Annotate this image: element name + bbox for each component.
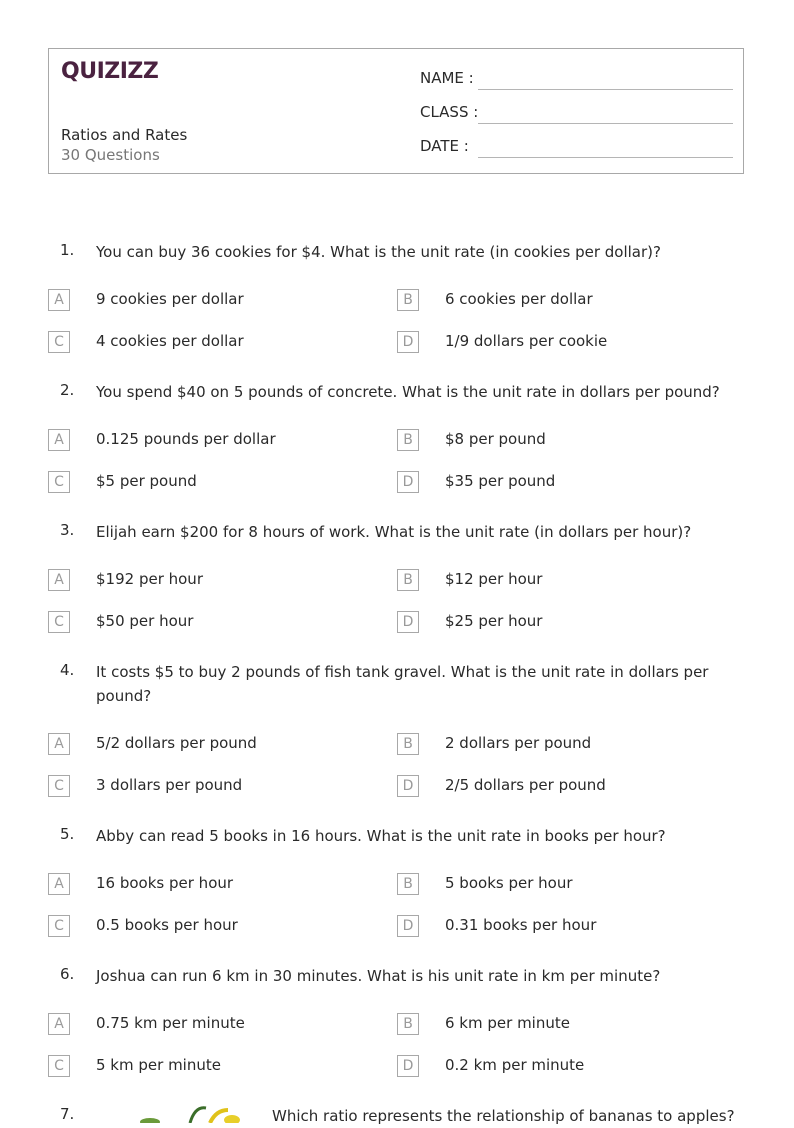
- option-d-text: 2/5 dollars per pound: [445, 776, 606, 794]
- class-line: [478, 123, 733, 124]
- option-a-box[interactable]: A: [48, 289, 70, 311]
- name-label: NAME :: [420, 69, 474, 87]
- question-number: 4.: [60, 661, 75, 679]
- option-c-text: $50 per hour: [96, 612, 194, 630]
- question-count: 30 Questions: [61, 146, 160, 164]
- option-a-text: 9 cookies per dollar: [96, 290, 244, 308]
- question-text: Elijah earn $200 for 8 hours of work. What is the unit rate (in dollars per hour)?: [96, 523, 692, 541]
- option-d-text: 0.31 books per hour: [445, 916, 597, 934]
- option-c-text: $5 per pound: [96, 472, 197, 490]
- class-label: CLASS :: [420, 103, 479, 121]
- option-d-text: $25 per hour: [445, 612, 543, 630]
- option-b-text: 6 km per minute: [445, 1014, 570, 1032]
- question-text: You can buy 36 cookies for $4. What is the unit rate (in cookies per dollar)?: [96, 243, 661, 261]
- name-line: [478, 89, 733, 90]
- question-text: Joshua can run 6 km in 30 minutes. What is his unit rate in km per minute?: [96, 967, 661, 985]
- option-b-text: $12 per hour: [445, 570, 543, 588]
- option-c-box[interactable]: C: [48, 331, 70, 353]
- option-c-box[interactable]: C: [48, 611, 70, 633]
- option-a-text: $192 per hour: [96, 570, 203, 588]
- option-d-box[interactable]: D: [397, 471, 419, 493]
- option-a-text: 0.75 km per minute: [96, 1014, 245, 1032]
- name-field[interactable]: [420, 69, 733, 91]
- option-d-text: 0.2 km per minute: [445, 1056, 585, 1074]
- question-number: 6.: [60, 965, 75, 983]
- option-d-box[interactable]: D: [397, 915, 419, 937]
- question-text: Which ratio represents the relationship of bananas to apples?: [272, 1107, 735, 1125]
- fruit-image: [120, 1104, 250, 1123]
- option-c-text: 0.5 books per hour: [96, 916, 238, 934]
- class-field[interactable]: [420, 103, 733, 125]
- date-field[interactable]: [420, 137, 733, 159]
- option-b-text: 2 dollars per pound: [445, 734, 592, 752]
- option-c-box[interactable]: C: [48, 775, 70, 797]
- option-b-box[interactable]: B: [397, 569, 419, 591]
- option-b-box[interactable]: B: [397, 873, 419, 895]
- option-c-text: 3 dollars per pound: [96, 776, 243, 794]
- option-a-box[interactable]: A: [48, 1013, 70, 1035]
- date-label: DATE :: [420, 137, 469, 155]
- option-a-text: 16 books per hour: [96, 874, 234, 892]
- option-c-box[interactable]: C: [48, 471, 70, 493]
- question-number: 2.: [60, 381, 75, 399]
- option-b-text: 5 books per hour: [445, 874, 573, 892]
- option-a-box[interactable]: A: [48, 733, 70, 755]
- option-a-text: 5/2 dollars per pound: [96, 734, 257, 752]
- option-b-text: $8 per pound: [445, 430, 546, 448]
- option-c-box[interactable]: C: [48, 1055, 70, 1077]
- question-number: 1.: [60, 241, 75, 259]
- option-a-box[interactable]: A: [48, 569, 70, 591]
- worksheet-title: Ratios and Rates: [61, 126, 188, 144]
- option-a-box[interactable]: A: [48, 429, 70, 451]
- quizizz-logo: QUIZIZZ: [61, 59, 159, 84]
- question-number: 5.: [60, 825, 75, 843]
- option-c-text: 5 km per minute: [96, 1056, 221, 1074]
- question-number: 7.: [60, 1105, 75, 1123]
- option-d-box[interactable]: D: [397, 331, 419, 353]
- option-b-box[interactable]: B: [397, 429, 419, 451]
- option-b-text: 6 cookies per dollar: [445, 290, 593, 308]
- option-d-text: $35 per pound: [445, 472, 556, 490]
- option-b-box[interactable]: B: [397, 289, 419, 311]
- question-text: Abby can read 5 books in 16 hours. What is the unit rate in books per hour?: [96, 827, 666, 845]
- option-d-box[interactable]: D: [397, 775, 419, 797]
- option-a-box[interactable]: A: [48, 873, 70, 895]
- date-line: [478, 157, 733, 158]
- option-d-box[interactable]: D: [397, 1055, 419, 1077]
- worksheet-header: [48, 48, 744, 174]
- question-text: It costs $5 to buy 2 pounds of fish tank gravel. What is the unit rate in dollars per pound?: [96, 663, 709, 705]
- option-b-box[interactable]: B: [397, 1013, 419, 1035]
- option-b-box[interactable]: B: [397, 733, 419, 755]
- question-number: 3.: [60, 521, 75, 539]
- option-a-text: 0.125 pounds per dollar: [96, 430, 276, 448]
- option-d-box[interactable]: D: [397, 611, 419, 633]
- option-d-text: 1/9 dollars per cookie: [445, 332, 608, 350]
- question-text: You spend $40 on 5 pounds of concrete. What is the unit rate in dollars per pound?: [96, 383, 720, 401]
- option-c-box[interactable]: C: [48, 915, 70, 937]
- option-c-text: 4 cookies per dollar: [96, 332, 244, 350]
